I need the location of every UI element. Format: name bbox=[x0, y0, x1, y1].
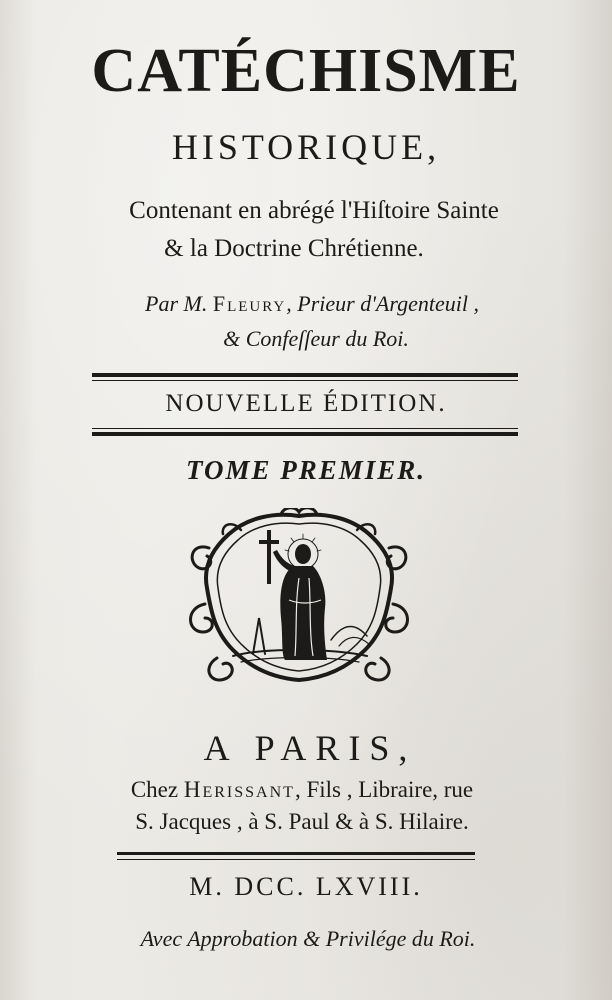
imprint-publisher-line bbox=[0, 775, 608, 805]
rule-bottom-thin bbox=[117, 859, 475, 860]
author-by: Par M. bbox=[145, 291, 208, 316]
author-name: Fleury bbox=[212, 291, 287, 316]
imprint-place: A PARIS, bbox=[203, 728, 417, 768]
publisher-name: Herissant bbox=[183, 777, 295, 802]
imprint-publisher-detail: , Fils , Libraire, rue bbox=[294, 777, 474, 802]
rule-mid-thin bbox=[92, 428, 518, 429]
author-line-2: & Confeſſeur du Roi. bbox=[223, 326, 409, 351]
rule-mid-thick bbox=[92, 432, 518, 436]
rule-bottom-thick bbox=[117, 852, 475, 855]
book-title: CATÉCHISME bbox=[91, 37, 521, 105]
subtitle-line-2: & la Doctrine Chrétienne. bbox=[164, 235, 424, 262]
subtitle-line-1: Contenant en abrégé l'Hiſtoire Sainte bbox=[129, 197, 499, 224]
publication-date: M. DCC. LXVIII. bbox=[189, 872, 423, 901]
saint-with-cross-vignette-icon bbox=[181, 508, 417, 688]
rule-top-thin bbox=[92, 380, 518, 381]
author-role: , Prieur d'Argenteuil , bbox=[286, 291, 479, 316]
imprint-chez: Chez bbox=[130, 777, 184, 802]
rule-top-thick bbox=[92, 373, 518, 377]
privilege-note: Avec Approbation & Privilége du Roi. bbox=[140, 926, 476, 951]
book-title-line-2: HISTORIQUE, bbox=[171, 127, 441, 167]
imprint-address-line: S. Jacques , à S. Paul & à S. Hilaire. bbox=[135, 809, 469, 834]
edition-label: NOUVELLE ÉDITION. bbox=[165, 390, 447, 417]
author-line bbox=[6, 290, 612, 318]
volume-label: TOME PREMIER. bbox=[185, 455, 427, 485]
